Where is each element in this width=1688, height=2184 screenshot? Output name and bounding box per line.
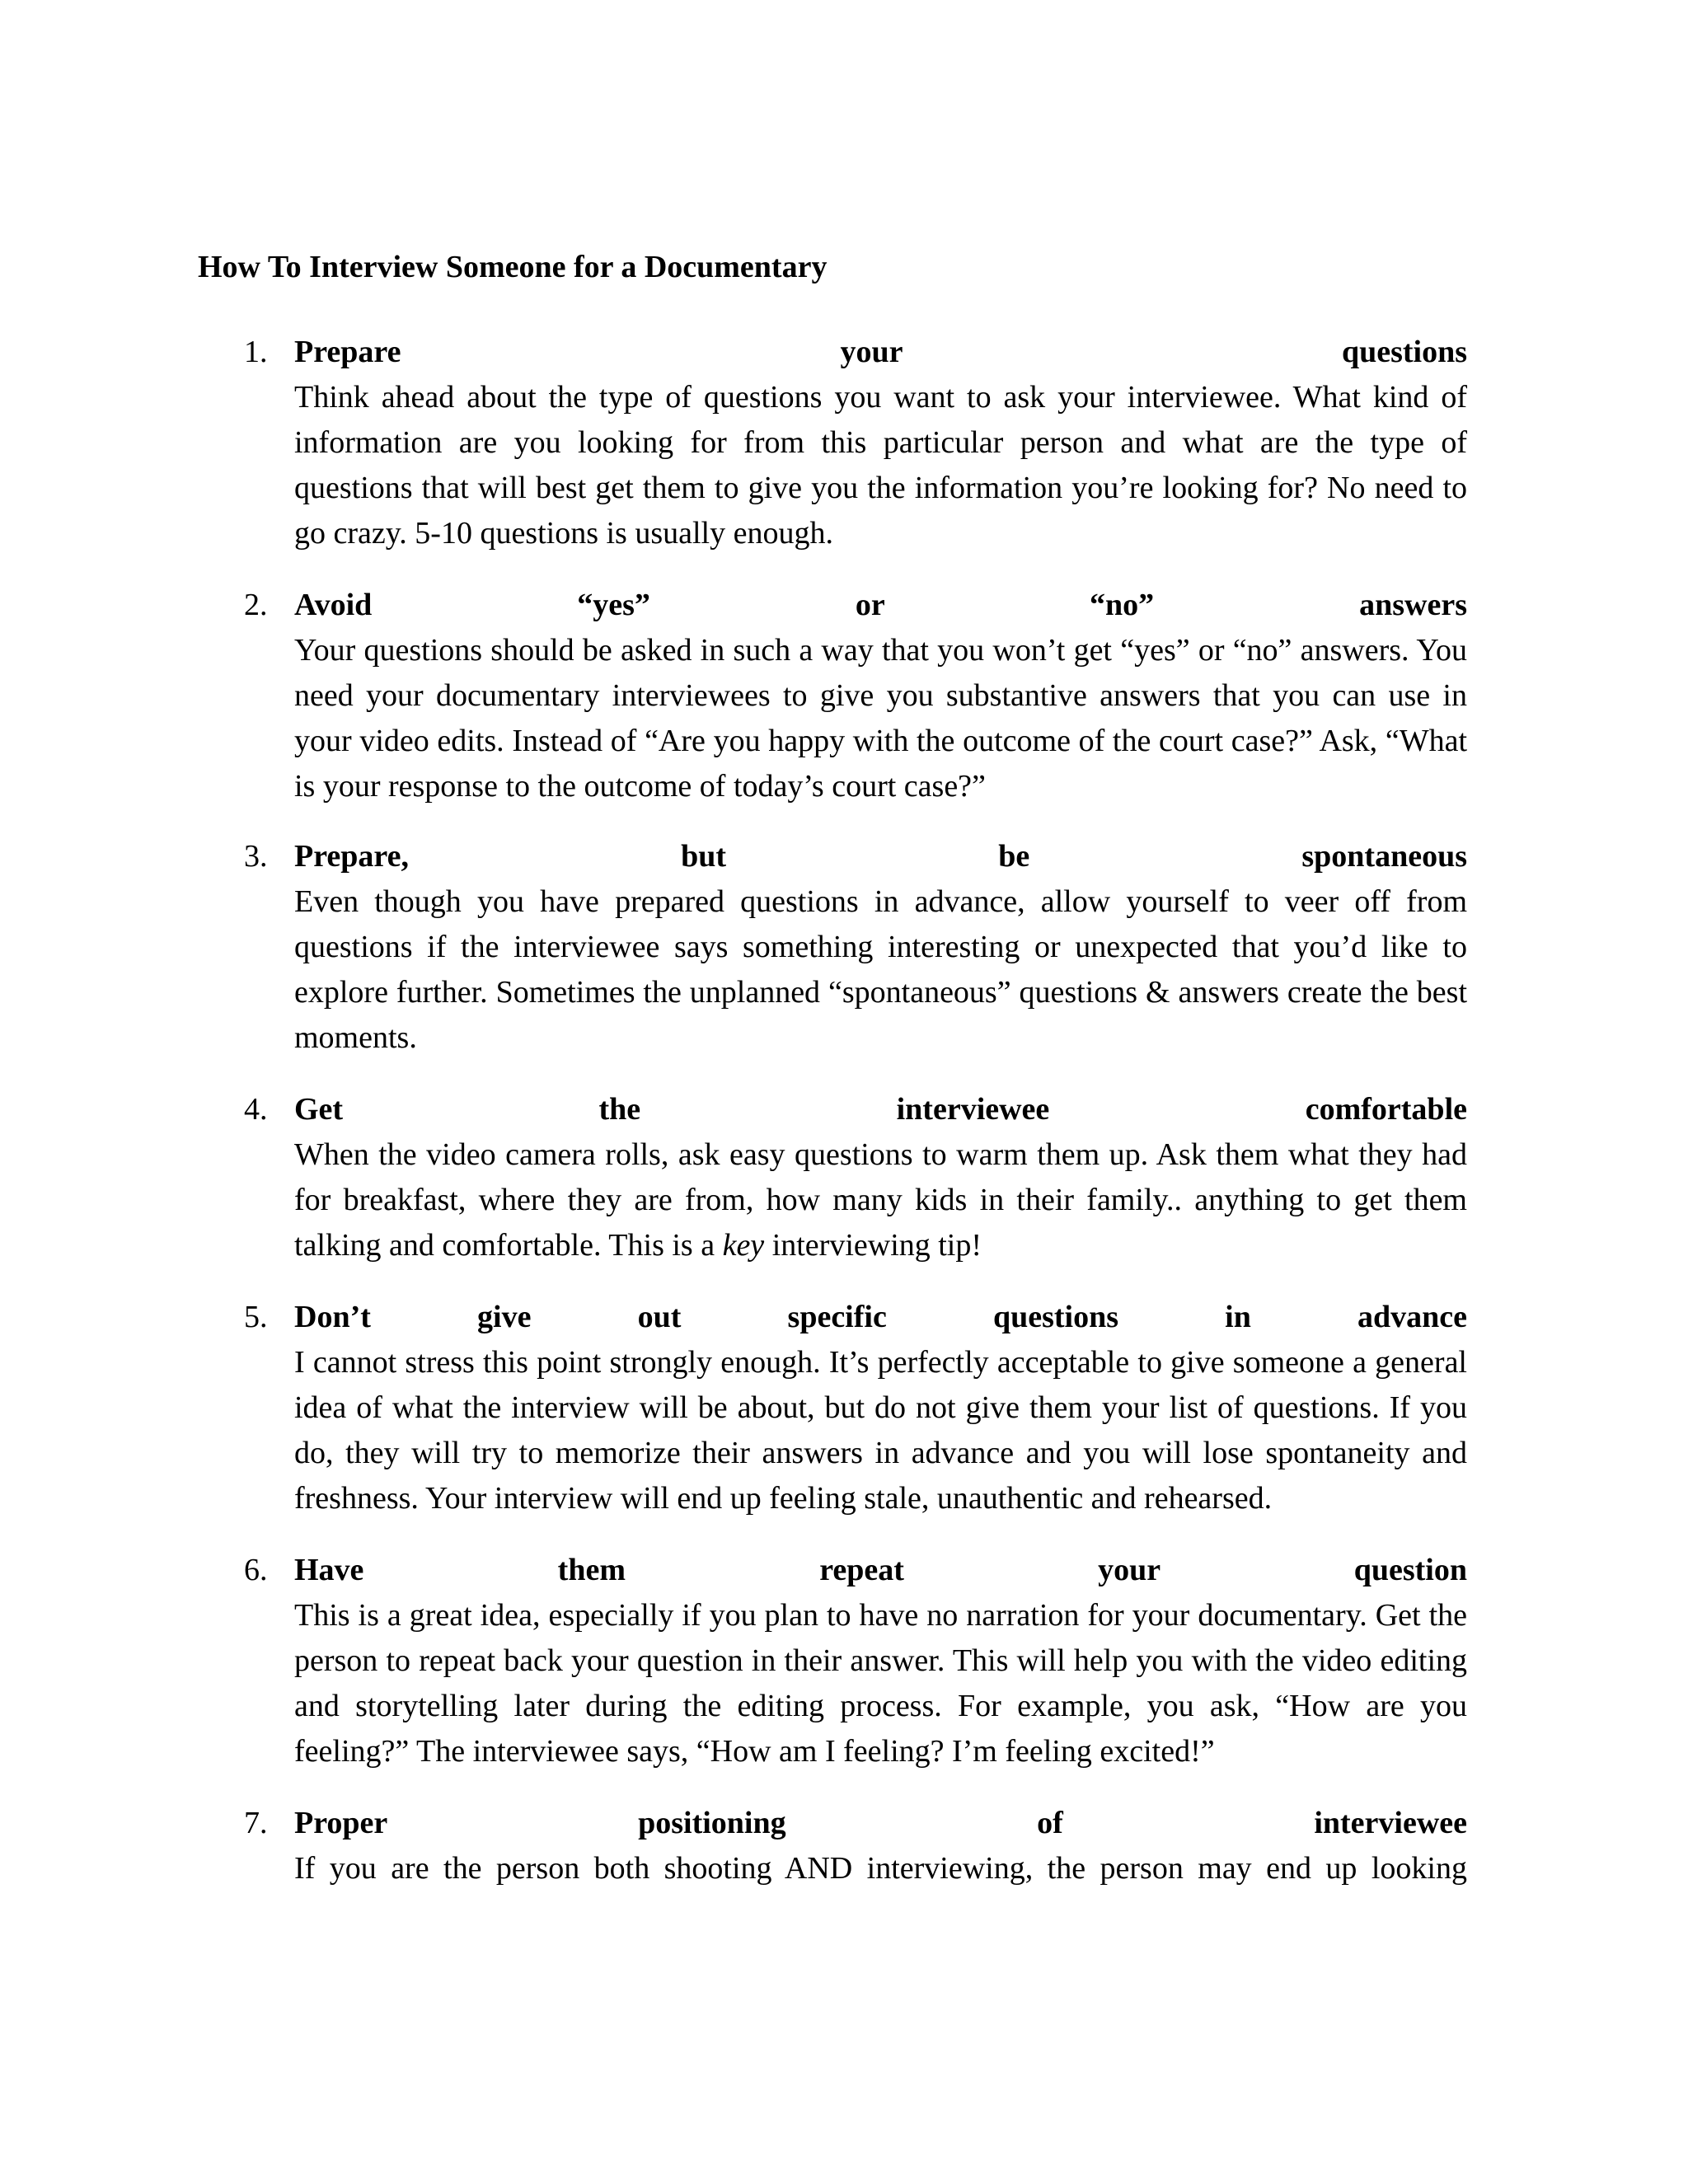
item-body-text: interviewing tip! — [764, 1228, 982, 1263]
item-number: 5. — [244, 1300, 268, 1334]
item-heading: Avoid “yes” or “no” answers — [294, 588, 1467, 622]
item-body: Think ahead about the type of questions you want to ask your interviewee. What kind of information are you looking for from this particular person and what are the type of questions that will best get them to give you the information you’re looking for? No need to go crazy. 5-10 questions is usually enough. — [294, 380, 1467, 551]
list-item — [198, 1801, 1467, 1891]
item-number: 2. — [244, 588, 268, 622]
item-body-emphasis: key — [722, 1228, 765, 1263]
list-item — [198, 1087, 1467, 1268]
item-body: This is a great idea, especially if you plan to have no narration for your documentary. Get the person to repeat back your question in their answer. This will help you with the video editing and storytelling later during the editing process. For example, you ask, “How are you feeling?” The interviewee says, “How am I feeling? I’m feeling excited!” — [294, 1598, 1467, 1769]
item-heading: Have them repeat your question — [294, 1553, 1467, 1587]
item-heading: Don’t give out specific questions in advance — [294, 1300, 1467, 1334]
list-item — [198, 330, 1467, 556]
item-number: 6. — [244, 1553, 268, 1587]
list-item — [198, 1548, 1467, 1774]
item-number: 7. — [244, 1806, 268, 1840]
item-body: Your questions should be asked in such a way that you won’t get “yes” or “no” answers. You need your documentary interviewees to give you substantive answers that you can use in your video edits. Instead of “Are you happy with the outcome of the court case?” Ask, “What is your response to the outcome of today’s court case?” — [294, 633, 1467, 804]
list-item — [198, 834, 1467, 1061]
list-item — [198, 583, 1467, 809]
list-item — [198, 1295, 1467, 1521]
item-body — [294, 1132, 1467, 1268]
item-heading: Proper positioning of interviewee — [294, 1806, 1467, 1840]
item-heading: Prepare your questions — [294, 335, 1467, 369]
item-body: Even though you have prepared questions in advance, allow yourself to veer off from questions if the interviewee says something interesting or unexpected that you’d like to explore further. Sometimes the unplanned “spontaneous” questions & answers create the best moments. — [294, 884, 1467, 1055]
item-heading: Get the interviewee comfortable — [294, 1092, 1467, 1127]
item-heading: Prepare, but be spontaneous — [294, 839, 1467, 874]
item-number: 4. — [244, 1092, 268, 1127]
document-title: How To Interview Someone for a Documentary — [198, 250, 828, 284]
item-number: 1. — [244, 335, 268, 369]
item-body: If you are the person both shooting AND interviewing, the person may end up looking — [294, 1851, 1467, 1886]
item-number: 3. — [244, 839, 268, 874]
tips-list — [198, 330, 1467, 1918]
item-body-text: When the video camera rolls, ask easy questions to warm them up. Ask them what they had for breakfast, where they are from, how many kids in their family.. anything to get them talking and comfortable. This is a — [294, 1137, 1467, 1263]
item-body: I cannot stress this point strongly enough. It’s perfectly acceptable to give someone a general idea of what the interview will be about, but do not give them your list of questions. If you do, they will try to memorize their answers in advance and you will lose spontaneity and freshness. Your interview will end up feeling stale, unauthentic and rehearsed. — [294, 1345, 1467, 1516]
